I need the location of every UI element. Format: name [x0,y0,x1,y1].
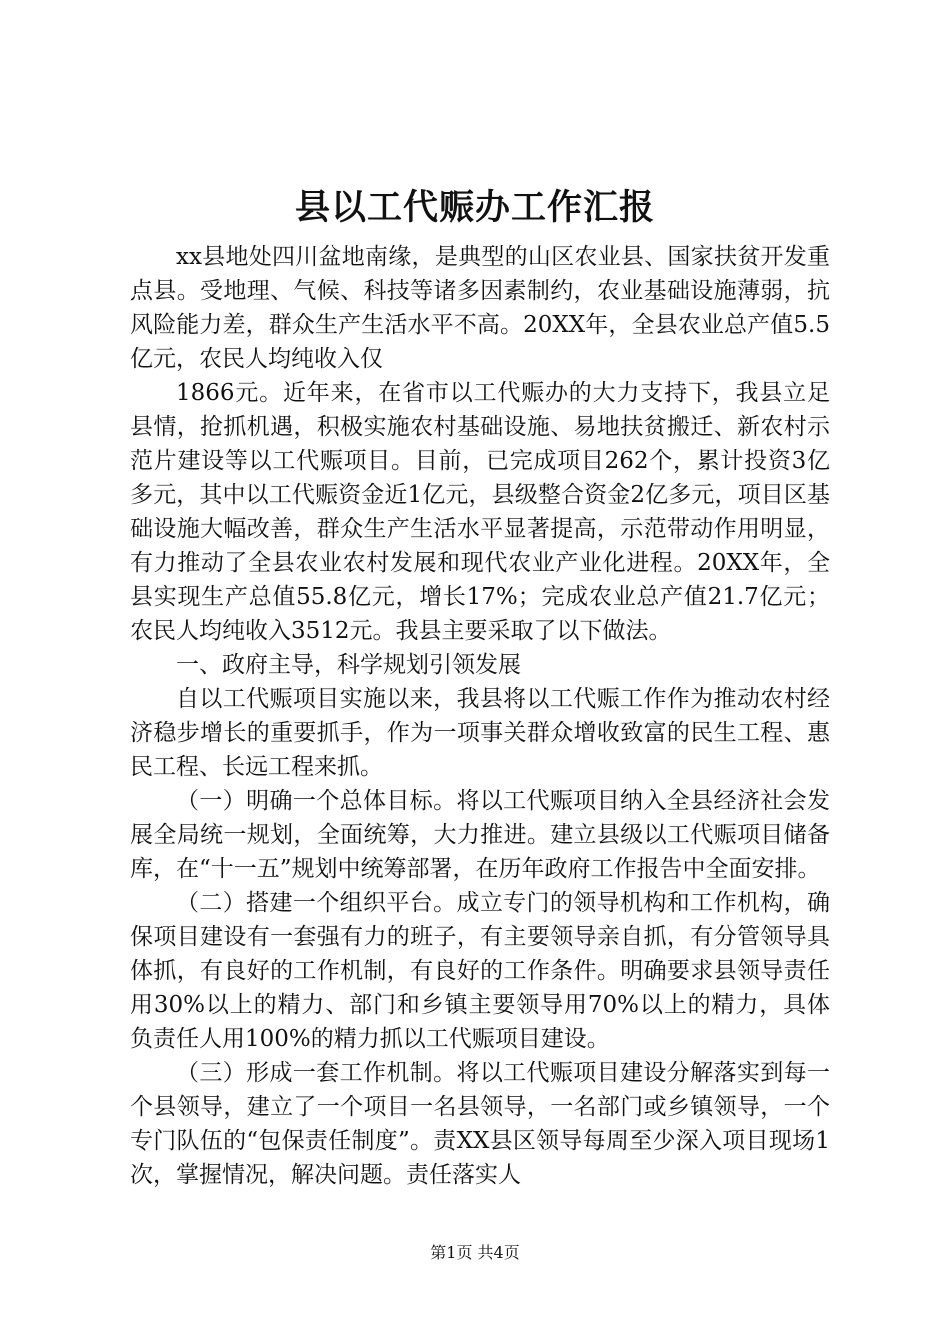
paragraph-section-1: 自以工代赈项目实施以来，我县将以工代赈工作作为推动农村经济稳步增长的重要抓手，作为一项事关群众增收致富的民生工程、惠民工程、长远工程来抓。 [130,686,830,780]
paragraph-subsection-1: （一）明确一个总体目标。将以工代赈项目纳入全县经济社会发展全局统一规划，全面统筹，大力推进。建立县级以工代赈项目储备库，在“十一五”规划中统筹部署，在历年政府工作报告中全面安排。 [130,788,830,882]
paragraph-subsection-3: （三）形成一套工作机制。将以工代赈项目建设分解落实到每一个县领导，建立了一个项目一名县领导，一名部门或乡镇领导，一个专门队伍的“包保责任制度”。责XX县区领导每周至少深入项目现场1次，掌握情况，解决问题。责任落实人 [130,1060,830,1188]
paragraph-intro: xx县地处四川盆地南缘，是典型的山区农业县、国家扶贫开发重点县。受地理、气候、科技等诸多因素制约，农业基础设施薄弱，抗风险能力差，群众生产生活水平不高。20XX年，全县农业总产值5.5亿元，农民人均纯收入仅 [130,244,830,372]
section-heading-1: 一、政府主导，科学规划引领发展 [176,652,521,678]
document-body [130,240,830,1192]
paragraph-achievements: 1866元。近年来，在省市以工代赈办的大力支持下，我县立足县情，抢抓机遇，积极实施农村基础设施、易地扶贫搬迁、新农村示范片建设等以工代赈项目。目前，已完成项目262个，累计投资3亿多元，其中以工代赈资金近1亿元，县级整合资金2亿多元，项目区基础设施大幅改善，群众生产生活水平显著提高，示范带动作用明显，有力推动了全县农业农村发展和现代农业产业化进程。20XX年，全县实现生产总值55.8亿元，增长17%；完成农业总产值21.7亿元；农民人均纯收入3512元。我县主要采取了以下做法。 [130,380,830,644]
paragraph-subsection-2: （二）搭建一个组织平台。成立专门的领导机构和工作机构，确保项目建设有一套强有力的班子，有主要领导亲自抓，有分管领导具体抓，有良好的工作机制，有良好的工作条件。明确要求县领导责任用30%以上的精力、部门和乡镇主要领导用70%以上的精力，具体负责任人用100%的精力抓以工代赈项目建设。 [130,890,830,1052]
page-number-footer: 第1页 共4页 [430,1243,520,1262]
document-title: 县以工代赈办工作汇报 [294,187,655,228]
